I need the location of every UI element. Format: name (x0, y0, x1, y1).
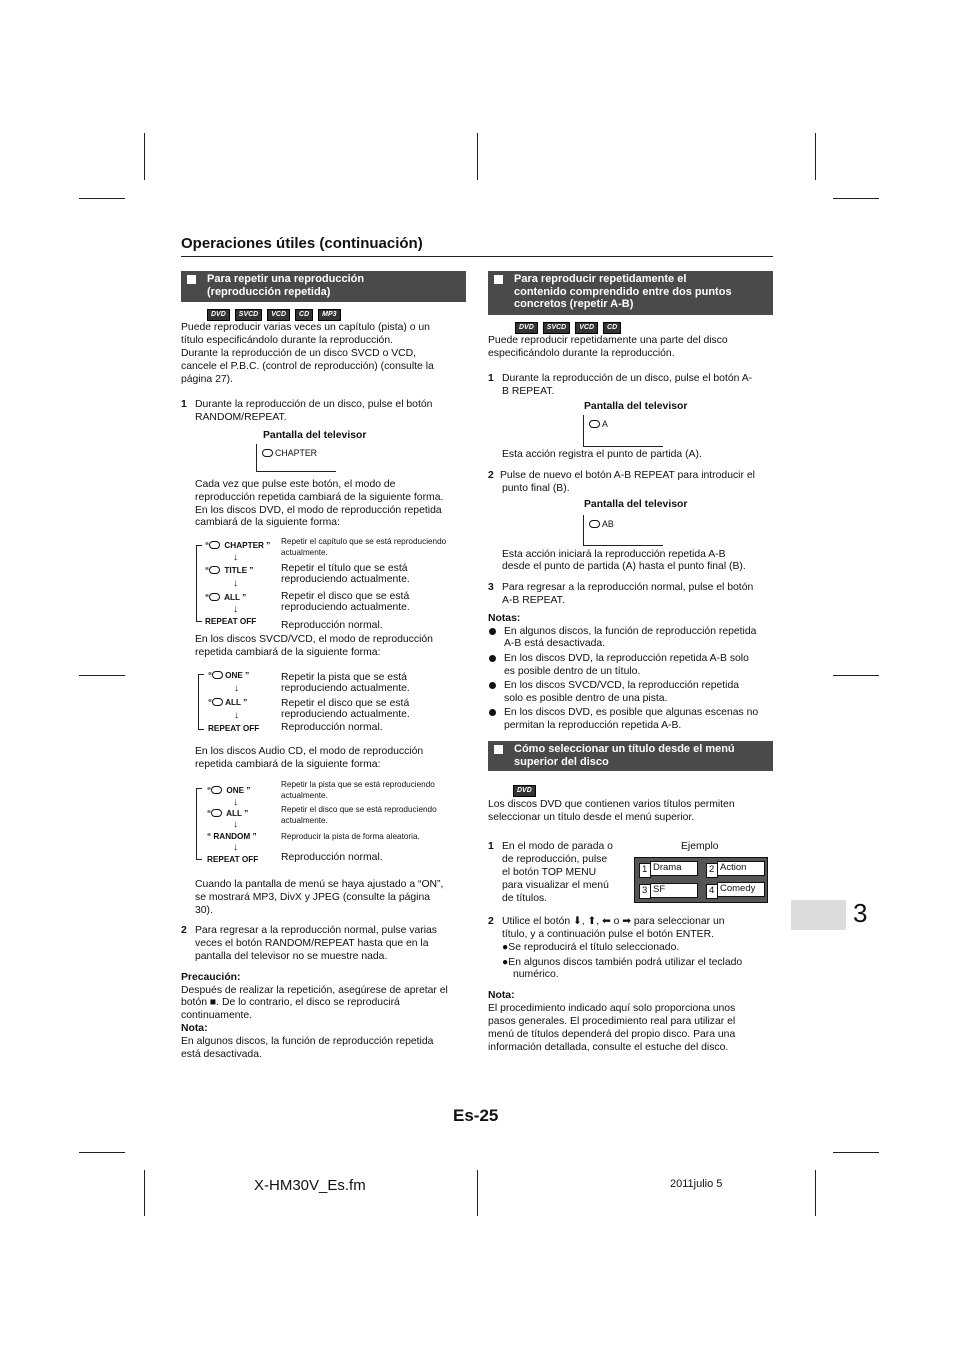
seq-label: “ CHAPTER ” (205, 541, 271, 550)
seq-label: “ ALL ” (207, 809, 249, 818)
down-arrow-icon: ↓ (233, 797, 238, 808)
seq-desc: reproduciendo actualmente. (281, 574, 410, 585)
seq-desc: Repetir la pista que se está reproduciendo (281, 780, 435, 789)
crop-mark (144, 133, 145, 180)
seq-desc: reproduciendo actualmente. (281, 602, 410, 613)
note-text: El procedimiento indicado aquí solo proporciona unos (488, 1003, 736, 1014)
caution-text: continuamente. (181, 1010, 253, 1021)
disc-badges (513, 785, 536, 797)
bar-title-line: concretos (repetir A-B) (514, 298, 634, 311)
notes-label: Notas: (488, 613, 521, 624)
seq-desc: reproduciendo actualmente. (281, 683, 410, 694)
crop-mark (477, 133, 478, 180)
seq-desc: Repetir la pista que se está (281, 672, 407, 683)
svcd-badge: SVCD (235, 309, 262, 321)
tv-screen-label: Pantalla del televisor (584, 401, 688, 412)
crop-mark (79, 675, 125, 676)
seq-desc: actualmente. (281, 791, 328, 800)
body-text: se mostrará MP3, DivX y JPEG (consulte la página (195, 892, 431, 903)
step-text: punto final (B). (502, 483, 570, 494)
body-text: 30). (195, 905, 213, 916)
tv-text: AB (602, 519, 614, 529)
bullet-icon (489, 655, 496, 662)
crop-mark (833, 198, 879, 199)
section-title: Operaciones útiles (continuación) (181, 235, 423, 252)
mp3-badge: MP3 (318, 309, 340, 321)
menu-title: Comedy (717, 882, 765, 897)
intro-text: especificándolo durante la reproducción. (488, 348, 675, 359)
seq-desc: Repetir el disco que se está (281, 698, 410, 709)
seq-label: REPEAT OFF (208, 724, 260, 733)
down-arrow-icon: ↓ (233, 819, 238, 830)
step-text: de títulos. (502, 893, 548, 904)
square-icon (187, 275, 196, 284)
step-text: Pulse de nuevo el botón A-B REPEAT para introducir el (500, 470, 755, 481)
bullet-icon (489, 628, 496, 635)
seq-label: “ RANDOM ” (207, 832, 257, 841)
body-text: Cuando la pantalla de menú se haya ajustado a “ON”, (195, 879, 444, 890)
body-text: repetida cambiará de la siguiente forma: (195, 647, 381, 658)
menu-num: 3 (639, 884, 651, 899)
note-text: pasos generales. El procedimiento real para utilizar el (488, 1016, 736, 1027)
repeat-icon (211, 786, 222, 794)
intro-text: Durante la reproducción de un disco SVCD o VCD, (181, 348, 417, 359)
bar-title-line: Para reproducir repetidamente el (514, 273, 687, 285)
step-number: 2 (488, 916, 494, 927)
step-number: 1 (181, 399, 187, 410)
note-text: está desactivada. (181, 1049, 262, 1060)
dvd-badge: DVD (515, 322, 538, 334)
step-text: de reproducción, pulse (502, 854, 608, 865)
seq-label: “ TITLE ” (205, 566, 254, 575)
cd-badge: CD (603, 322, 621, 334)
step-result: desde el punto de partida (A) hasta el punto final (B). (502, 561, 746, 572)
repeat-icon (211, 809, 222, 817)
menu-title: Drama (650, 861, 698, 876)
step-text: pantalla del televisor no se muestre nada. (195, 951, 388, 962)
menu-title: SF (650, 883, 698, 898)
step-text: Utilice el botón ⬇, ⬆, ⬅ o ➡ para seleccionar un (502, 916, 725, 927)
step-sub: ●En algunos discos también podrá utilizar el teclado (502, 957, 743, 968)
tv-screen-label: Pantalla del televisor (263, 430, 367, 441)
seq-desc: reproduciendo actualmente. (281, 709, 410, 720)
menu-num: 4 (706, 884, 718, 899)
note-text: permitan la reproducción repetida A-B. (504, 720, 682, 731)
repeat-icon (589, 420, 600, 428)
step-text: el botón TOP MENU (502, 867, 597, 878)
down-arrow-icon: ↓ (233, 552, 238, 563)
step-number: 2 (181, 925, 187, 936)
repeat-icon (262, 449, 273, 457)
seq-desc: actualmente. (281, 816, 328, 825)
crop-mark (833, 675, 879, 676)
note-text: En los discos SVCD/VCD, la reproducción repetida (504, 680, 740, 691)
step-text: Durante la reproducción de un disco, pulse el botón A- (502, 373, 753, 384)
seq-label: REPEAT OFF (207, 855, 259, 864)
bar-title-line: (reproducción repetida) (207, 285, 331, 298)
note-text: En algunos discos, la función de reproducción repetida (504, 626, 757, 637)
tv-screen-label: Pantalla del televisor (584, 499, 688, 510)
bullet-icon (489, 682, 496, 689)
sequence-bracket (198, 674, 204, 730)
note-label: Nota: (488, 990, 515, 1001)
square-icon (494, 275, 503, 284)
sequence-bracket (196, 788, 202, 860)
repeat-icon (209, 541, 220, 549)
step-number: 3 (488, 582, 494, 593)
note-text: En algunos discos, la función de reproducción repetida (181, 1036, 434, 1047)
seq-label: “ ONE ” (208, 671, 250, 680)
step-sub: numérico. (513, 969, 559, 980)
section-bar-ab-repeat (488, 271, 773, 315)
seq-label: “ ONE ” (207, 786, 251, 795)
tv-screen (583, 515, 663, 546)
bullet-icon (489, 709, 496, 716)
body-text: cambiará de la siguiente forma: (195, 517, 340, 528)
step-text: En el modo de parada o (502, 841, 613, 852)
step-result: Esta acción iniciará la reproducción repetida A-B (502, 549, 726, 560)
repeat-icon (212, 698, 223, 706)
body-text: reproducción repetida cambiará de la siguiente forma. (195, 492, 444, 503)
crop-mark (815, 133, 816, 180)
intro-text: seleccionar un título desde el menú superior. (488, 812, 695, 823)
crop-mark (144, 1170, 145, 1216)
step-result: Esta acción registra el punto de partida (A). (502, 449, 702, 460)
step-text: Para regresar a la reproducción normal, pulse el botón (502, 582, 754, 593)
step-number: 1 (488, 841, 494, 852)
intro-text: Los discos DVD que contienen varios títulos permiten (488, 799, 735, 810)
step-text: para visualizar el menú (502, 880, 609, 891)
note-text: En los discos DVD, la reproducción repetida A-B solo (504, 653, 749, 664)
step-text: veces el botón RANDOM/REPEAT hasta que en la (195, 938, 429, 949)
note-text: es posible dentro de un título. (504, 666, 641, 677)
intro-text: Puede reproducir varias veces un capítulo (pista) o un (181, 322, 430, 333)
crop-mark (477, 1170, 478, 1216)
vcd-badge: VCD (267, 309, 290, 321)
down-arrow-icon: ↓ (233, 842, 238, 853)
dvd-badge: DVD (513, 785, 536, 797)
note-label: Nota: (181, 1023, 208, 1034)
body-text: En los discos Audio CD, el modo de reproducción (195, 746, 424, 757)
crop-mark (815, 1170, 816, 1216)
caution-text: Después de realizar la repetición, asegúrese de apretar el (181, 985, 448, 996)
chapter-number: 3 (853, 898, 868, 928)
seq-desc: Repetir el capítulo que se está reproduciendo (281, 537, 447, 546)
disc-badges (515, 322, 621, 334)
note-text: menú de títulos dependerá del propio disco. Para una (488, 1029, 736, 1040)
intro-text: Puede reproducir repetidamente una parte del disco (488, 335, 728, 346)
square-icon (494, 745, 503, 754)
note-text: En los discos DVD, es posible que algunas escenas no (504, 707, 759, 718)
down-arrow-icon: ↓ (233, 578, 238, 589)
menu-title: Action (717, 861, 765, 876)
step-text: A-B REPEAT. (502, 595, 565, 606)
seq-desc: Repetir el título que se está (281, 563, 408, 574)
bar-title-line: Para repetir una reproducción (207, 273, 365, 285)
intro-text: cancele el P.B.C. (control de reproducción) (consulte la (181, 361, 434, 372)
step-text: Para regresar a la reproducción normal, pulse varias (195, 925, 437, 936)
step-text: RANDOM/REPEAT. (195, 412, 287, 423)
tv-text: CHAPTER (275, 448, 318, 458)
seq-label: “ ALL ” (205, 593, 247, 602)
repeat-icon (212, 671, 223, 679)
title-menu-example (634, 857, 768, 903)
down-arrow-icon: ↓ (234, 710, 239, 721)
step-sub: ●Se reproducirá el título seleccionado. (502, 942, 680, 953)
repeat-icon (209, 566, 220, 574)
seq-desc: Reproducir la pista de forma aleatoria. (281, 832, 420, 841)
bar-title-line: contenido comprendido entre dos puntos (514, 285, 732, 298)
body-text: repetida cambiará de la siguiente forma: (195, 759, 381, 770)
seq-desc: actualmente. (281, 548, 328, 557)
repeat-icon (589, 520, 600, 528)
seq-desc: Repetir el disco que se está reproduciendo (281, 805, 437, 814)
body-text: En los discos DVD, el modo de reproducción repetida (195, 505, 442, 516)
repeat-icon (209, 593, 220, 601)
step-text: título, y a continuación pulse el botón ENTER. (502, 929, 714, 940)
step-number: 1 (488, 373, 494, 384)
seq-desc: Repetir el disco que se está (281, 591, 410, 602)
svcd-badge: SVCD (543, 322, 570, 334)
menu-num: 1 (639, 863, 651, 878)
seq-desc: Reproducción normal. (281, 722, 383, 733)
crop-mark (79, 1152, 125, 1153)
intro-text: título especificándolo durante la reproducción. (181, 335, 393, 346)
down-arrow-icon: ↓ (234, 683, 239, 694)
tv-text: A (602, 419, 608, 429)
file-name: X-HM30V_Es.fm (254, 1177, 366, 1194)
bar-title-line: Cómo seleccionar un título desde el menú (514, 743, 735, 755)
seq-desc: Reproducción normal. (281, 620, 383, 631)
menu-num: 2 (706, 863, 718, 878)
step-number: 2 (488, 470, 494, 481)
crop-mark (833, 1152, 879, 1153)
example-label: Ejemplo (681, 841, 719, 852)
body-text: En los discos SVCD/VCD, el modo de reproducción (195, 634, 433, 645)
caution-label: Precaución: (181, 972, 241, 983)
vcd-badge: VCD (575, 322, 598, 334)
seq-label: REPEAT OFF (205, 617, 257, 626)
down-arrow-icon: ↓ (233, 604, 238, 615)
seq-desc: Reproducción normal. (281, 852, 383, 863)
dvd-badge: DVD (207, 309, 230, 321)
note-text: información detallada, consulte el estuche del disco. (488, 1042, 729, 1053)
chapter-tab (791, 900, 846, 930)
body-text: Cada vez que pulse este botón, el modo de (195, 479, 396, 490)
bar-title-line: superior del disco (514, 755, 609, 768)
intro-text: página 27). (181, 374, 233, 385)
note-text: solo es posible dentro de una pista. (504, 693, 668, 704)
seq-label: “ ALL ” (208, 698, 248, 707)
tv-screen (583, 415, 663, 447)
note-text: A-B está desactivada. (504, 638, 606, 649)
print-date: 2011julio 5 (670, 1178, 723, 1190)
title-rule (181, 256, 773, 257)
cd-badge: CD (295, 309, 313, 321)
caution-text: botón ■. De lo contrario, el disco se reproducirá (181, 997, 400, 1008)
disc-badges (207, 309, 341, 321)
sequence-bracket (196, 545, 202, 622)
tv-screen (256, 444, 336, 472)
section-bar-repeat (181, 271, 466, 302)
step-text: Durante la reproducción de un disco, pulse el botón (195, 399, 433, 410)
step-text: B REPEAT. (502, 386, 555, 397)
crop-mark (79, 198, 125, 199)
section-bar-title-menu (488, 741, 773, 771)
page-number: Es-25 (453, 1106, 499, 1125)
